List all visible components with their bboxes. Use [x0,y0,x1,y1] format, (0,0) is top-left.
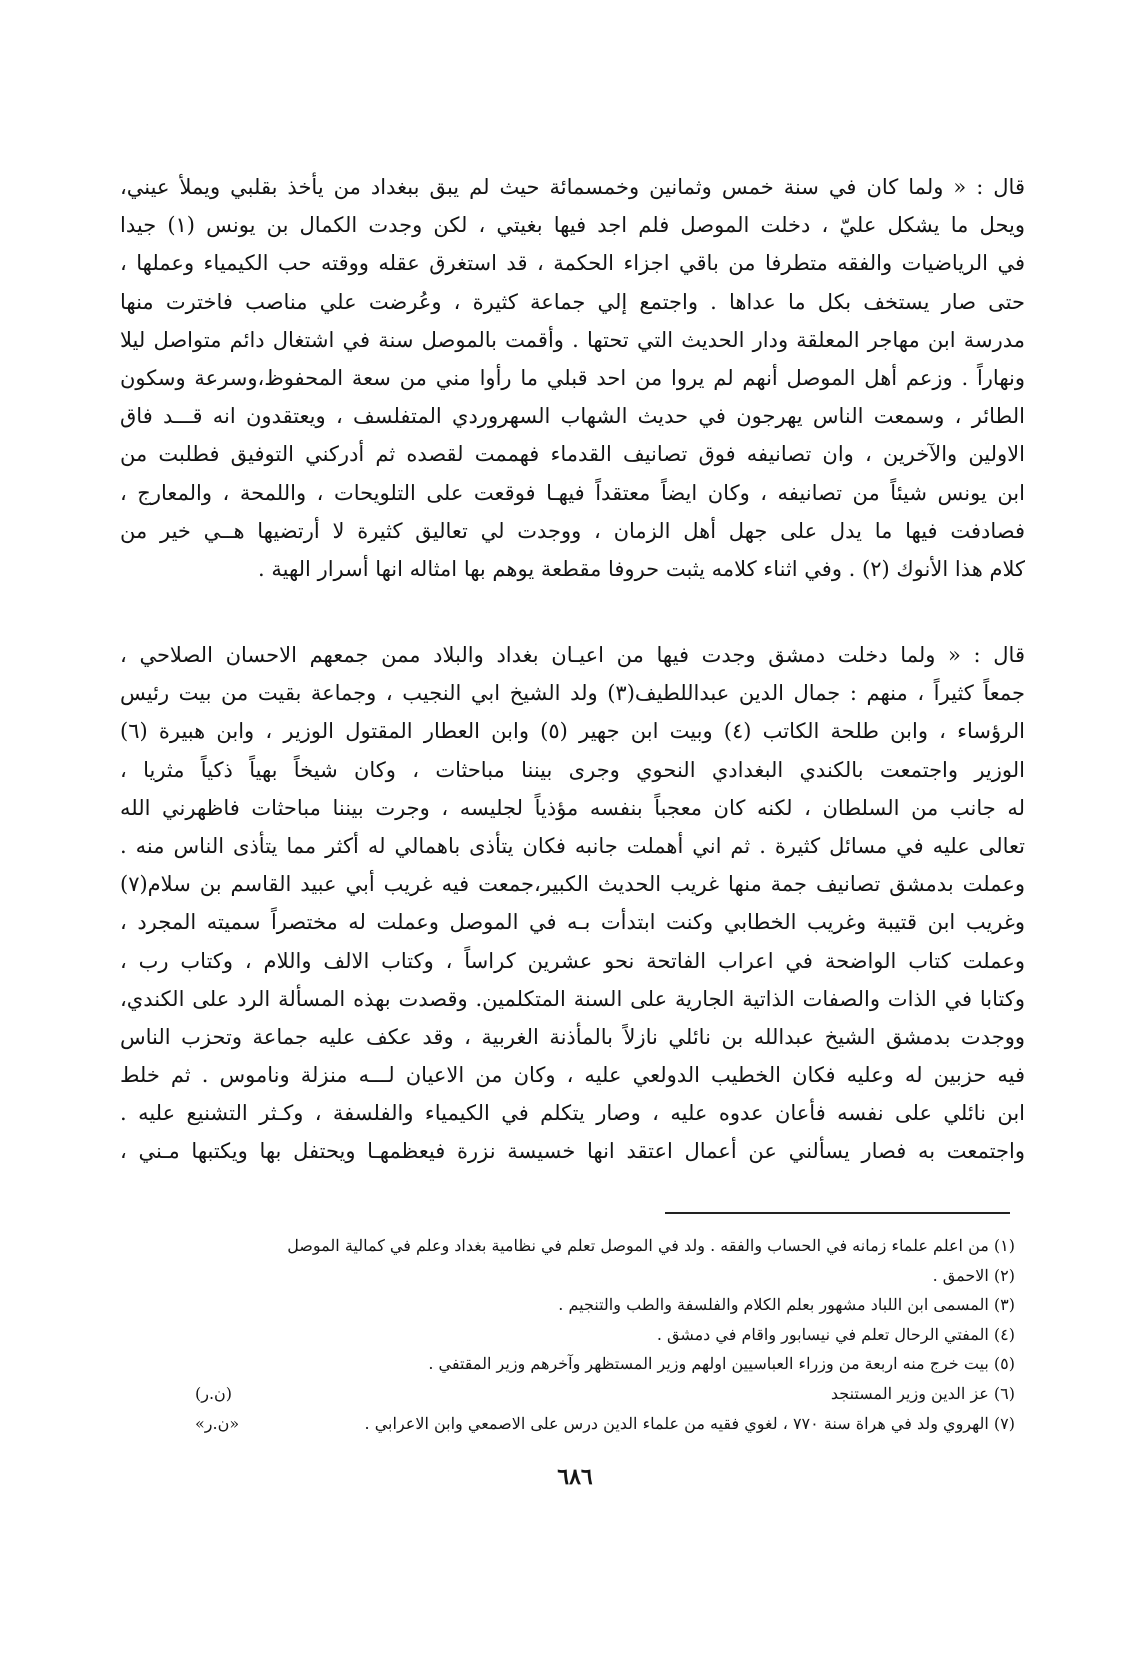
text-line: ونهاراً . وزعم أهل الموصل أنهم لم يروا من احد قبلي ما رأوا مني من سعة المحفوظ،وسرعة وسكون [120,365,1025,390]
text-line: كلام هذا الأنوك (٢) . وفي اثناء كلامه يثبت حروفا مقطعة يوهم بها امثاله انها أسرار الهية . [258,556,1025,581]
text-line: قال : « ولما دخلت دمشق وجدت فيها من اعيـان بغداد والبلاد ممن جمعهم الاحسان الصلاحي ، [120,643,1025,667]
footnote-source-tag: (ن.ر) [195,1383,233,1403]
text-line: وعملت كتاب الواضحة في اعراب الفاتحة نحو عشرين كراساً ، وكتاب الالف واللام ، وكتاب رب ، [120,948,1025,973]
text-line: الطائر ، وسمعت الناس يهرجون في حديث الشهاب السهروردي المتفلسف ، ويعتقدون انه قـــد فاق [120,404,1025,429]
footnote-text: (٣) المسمى ابن اللباد مشهور بعلم الكلام والفلسفة والطب والتنجيم . [558,1295,1015,1315]
text-line: ووجدت بدمشق الشيخ عبدالله بن نائلي نازلاً بالمأذنة الغربية ، وقد عكف عليه جماعة وتحزب الناس [120,1024,1025,1049]
paragraph-2 [120,636,1025,1171]
text-line: قال : « ولما كان في سنة خمس وثمانين وخمسمائة حيث لم يبق ببغداد من يأخذ بقلبي ويملأ عيني، [120,175,1025,199]
text-line: فصادفت فيها ما يدل على جهل أهل الزمان ، ووجدت لي تعاليق كثيرة لا أرتضيها هــي خير من [120,518,1025,543]
text-line: الرؤساء ، وابن طلحة الكاتب (٤) وبيت ابن جهير (٥) وابن العطار المقتول الوزير ، وابن هبيرة (٦) [120,719,1025,744]
text-line: فيه حزبين له وعليه فكان الخطيب الدولعي عليه ، وكان من الاعيان لـــه منزلة وناموس . ثم خلط [120,1063,1025,1088]
text-line: واجتمعت به فصار يسألني عن أعمال اعتقد انها خسيسة نزرة فيعظمهـا ويحتفل بها ويكتبها مـني ، [120,1139,1025,1164]
footnote-1 [195,1231,1015,1261]
footnotes [195,1231,1015,1438]
page-number: ٦٨٦ [557,1464,593,1490]
text-line: له جانب من السلطان ، لكنه كان معجباً بنفسه مؤذياً لجليسه ، وجرت بيننا مباحثات فاظهرني الله [120,795,1025,820]
footnote-text: (٥) بيت خرج منه اربعة من وزراء العباسيين اولهم وزير المستظهر وآخرهم وزير المقتفي . [428,1354,1015,1374]
text-line: وغريب ابن قتيبة وغريب الخطابي وكنت ابتدأت بـه في الموصل وعملت له مختصراً سميته المجرد ، [120,910,1025,935]
footnote-text: (٢) الاحمق . [932,1265,1015,1285]
paragraph-1 [120,168,1025,588]
footnote-text: (٤) المفتي الرحال تعلم في نيسابور واقام في دمشق . [656,1324,1015,1344]
footnote-4 [195,1320,1015,1350]
text-line: مدرسة ابن مهاجر المعلقة ودار الحديث التي تحتها . وأقمت بالموصل سنة في اشتغال دائم متواصل ليلا [120,327,1025,352]
text-line: في الرياضيات والفقه متطرفا من باقي اجزاء الحكمة ، قد استغرق عقله ووقته حب الكيمياء وعملها ، [120,251,1025,276]
text-line: الوزير واجتمعت بالكندي البغدادي النحوي وجرى بيننا مباحثات ، وكان شيخاً بهياً ذكياً مثريا ، [120,757,1025,782]
footnote-2 [195,1261,1015,1291]
text-line: ويحل ما يشكل عليّ ، دخلت الموصل فلم اجد فيها بغيتي ، لكن وجدت الكمال بن يونس (١) جيدا [120,213,1025,238]
footnote-7 [195,1409,1015,1439]
text-line: وعملت بدمشق تصانيف جمة منها غريب الحديث الكبير،جمعت فيه غريب أبي عبيد القاسم بن سلام(٧) [120,872,1025,897]
footnote-6 [195,1379,1015,1409]
text-line: ابن يونس شيئاً من تصانيفه ، وكان ايضاً معتقداً فيهـا فوقعت على التلويحات ، واللمحة ، والمعارج ، [120,480,1025,505]
text-line: الاولين والآخرين ، وان تصانيفه فوق تصانيف القدماء فهممت لقصده ثم أدركني التوفيق فطلبت من [120,442,1025,467]
footnote-5 [195,1349,1015,1379]
footnote-separator [665,1212,1010,1214]
text-line: حتى صار يستخف بكل ما عداها . واجتمع إلي جماعة كثيرة ، وعُرضت علي مناصب فاخترت منها [120,289,1025,314]
text-line: ابن نائلي على نفسه فأعان عدوه عليه ، وصار يتكلم في الكيمياء والفلسفة ، وكـثر التشنيع عليه . [120,1101,1025,1126]
text-line: تعالى عليه في مسائل كثيرة . ثم اني أهملت جانبه فكان يتأذى باهمالي له أكثر مما يتأذى الناس منه . [120,833,1025,858]
footnote-source-tag: «ن.ر» [195,1413,240,1433]
footnote-text: (١) من اعلم علماء زمانه في الحساب والفقه . ولد في الموصل تعلم في نظامية بغداد وعلم في كمالية الموصل [287,1236,1015,1255]
footnote-3 [195,1290,1015,1320]
footnote-text: (٦) عز الدين وزير المستنجد [830,1383,1015,1403]
footnote-text: (٧) الهروي ولد في هراة سنة ٧٧٠ ، لغوي فقيه من علماء الدين درس على الاصمعي وابن الاعرابي . [364,1413,1015,1433]
text-line: جمعاً كثيراً ، منهم : جمال الدين عبداللطيف(٣) ولد الشيخ ابي النجيب ، وجماعة بقيت من بيت رئيس [120,681,1025,706]
text-line: وكتابا في الذات والصفات الذاتية الجارية على السنة المتكلمين. وقصدت بهذه المسألة الرد على الكندي، [120,986,1025,1011]
